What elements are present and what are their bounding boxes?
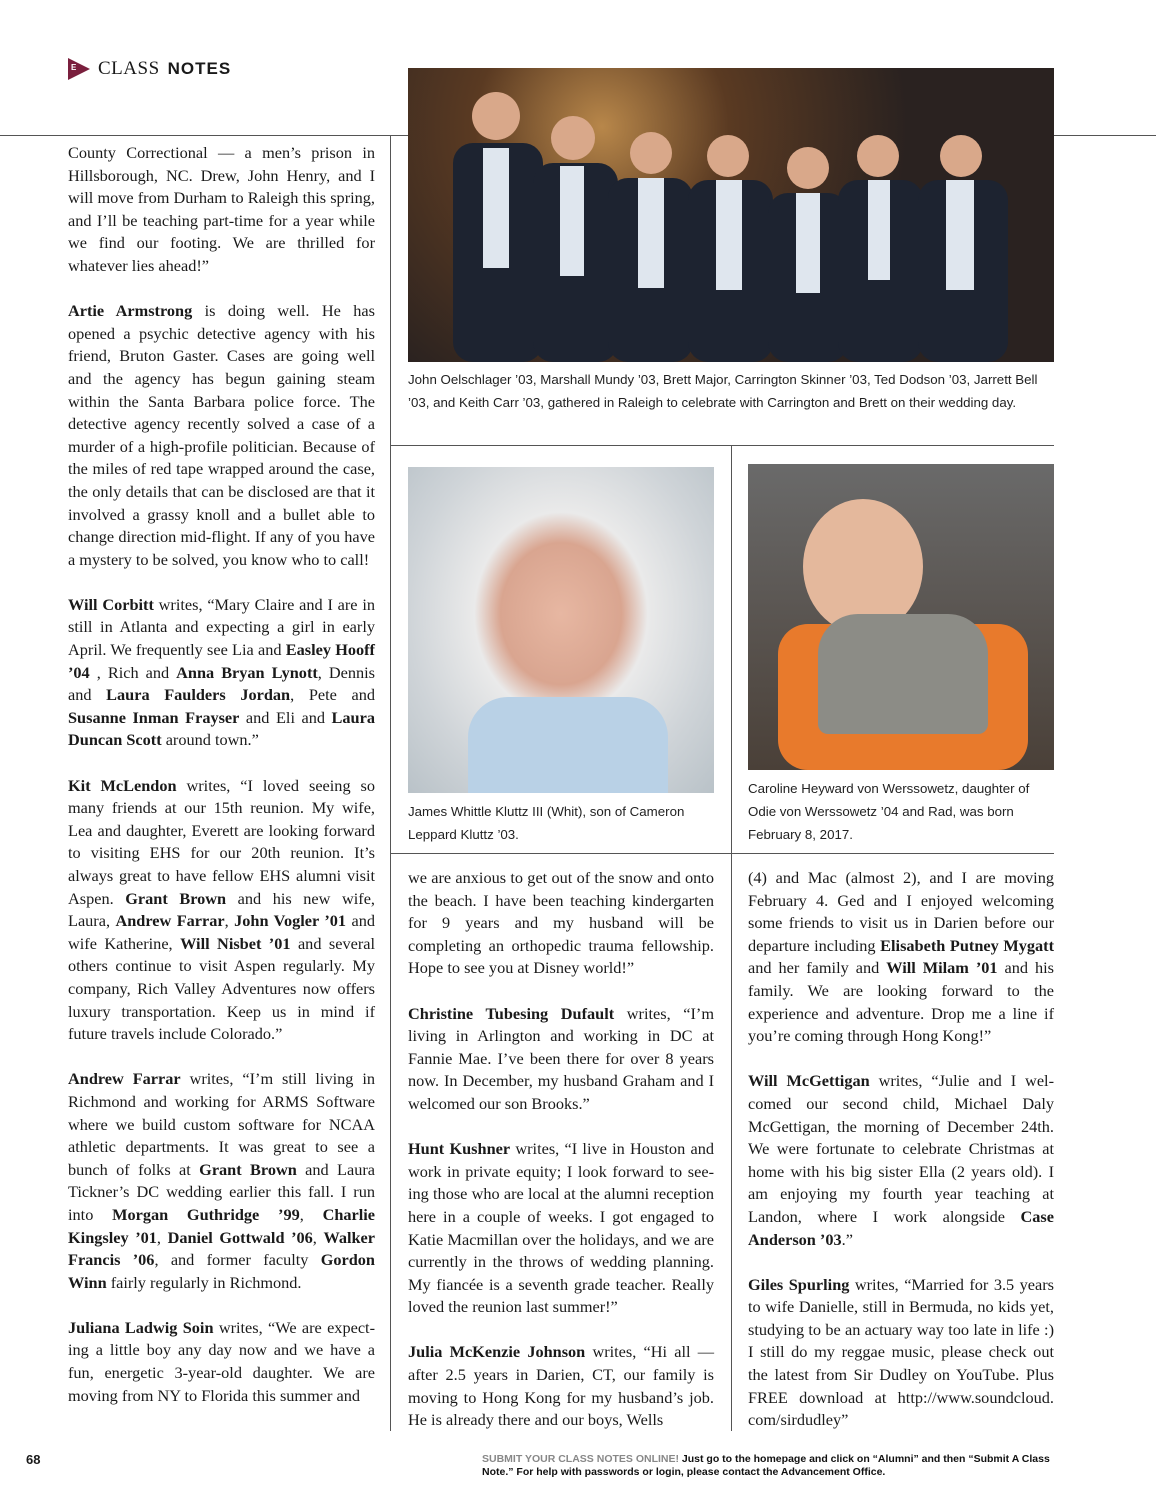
- alumni-name: Will Corbitt: [68, 594, 154, 614]
- baby-photo: [748, 464, 1054, 770]
- class-note-entry: [68, 300, 375, 571]
- section-title-light: CLASS: [98, 58, 160, 79]
- note-text: writes, “I’m still living in Richmond and working for ARMS Software where we build custom software for NCAA athletic departments. It was great to see a bunch of folks at: [68, 1069, 376, 1179]
- alumni-name: Juliana Ladwig Soin: [68, 1317, 214, 1337]
- note-text: is doing well. He has opened a psychic detective agency with his friend, Bruton Gaster. Cases are going well and the agency has begun gaining steam within the Santa Barbara police force. The detective agency recently solved a case of a murder of a high-profile politician. Because of the miles of red tape wrapped around the case, the only details that can be disclosed are that it involved a grassy knoll and a bullet able to change direction mid-flight. If any of you have a mystery to be solved, you know who to call!: [68, 301, 375, 569]
- class-notes-column-left: [68, 142, 375, 1430]
- note-text: and her family and: [748, 958, 887, 978]
- group-figures-illustration: [408, 68, 1054, 362]
- note-text: , Dennis and: [68, 662, 376, 705]
- divider: [0, 135, 408, 136]
- alumni-name: Christine Tubesing Dufault: [408, 1003, 615, 1023]
- class-notes-column-middle: [408, 867, 714, 1454]
- note-text: writes, “I’m living in Arlington and working in DC at Fannie Mae. I’ve been there for over 8 years now. In December, my husband Graham and I welcomed our son Brooks.”: [408, 1003, 714, 1113]
- footer-lead: SUBMIT YOUR CLASS NOTES ONLINE!: [482, 1453, 679, 1465]
- note-text: writes, “Mary Claire and I are in still in Atlanta and expecting a girl in early April. We frequently see Lia and: [68, 594, 375, 660]
- alumni-name: Grant Brown: [199, 1159, 297, 1179]
- note-text: and his family. We are looking forward to the experience and adventure. Drop me a line if you’re coming through Hong Kong!”: [748, 958, 1054, 1046]
- note-text: writes, “I loved seeing so many friends at our 15th reunion. My wife, Lea and daughter, Everett are looking forward to visiting EHS for our 20th reunion. It’s always great to have fellow EHS alumni visit Aspen.: [68, 775, 375, 908]
- class-notes-column-right: [748, 867, 1054, 1454]
- newborn-photo-caption: James Whittle Kluttz III (Whit), son of Cameron Leppard Kluttz ’03.: [408, 804, 685, 842]
- alumni-name: Elisabeth Putney Mygatt: [880, 935, 1054, 955]
- baby-photo-caption: Caroline Heyward von Werssowetz, daughter of Odie von Werssowetz ’04 and Rad, was born February 8, 2017.: [748, 781, 1030, 842]
- alumni-name: Will McGettigan: [748, 1071, 870, 1091]
- note-text: , and former faculty: [154, 1250, 321, 1270]
- class-note-entry: [408, 1138, 714, 1319]
- section-title-bold: NOTES: [167, 59, 232, 78]
- alumni-name: Gordon Winn: [68, 1250, 375, 1292]
- alumni-name: Laura Faulders Jordan: [106, 685, 291, 705]
- alumni-name: Andrew Farrar: [68, 1069, 181, 1089]
- alumni-name: Kit McLendon: [68, 775, 177, 795]
- alumni-name: Anna Bryan Lynott: [176, 662, 318, 682]
- newborn-photo: [408, 467, 714, 793]
- note-text: .”: [841, 1229, 853, 1249]
- note-text: around town.”: [161, 730, 259, 750]
- group-wedding-photo: [408, 68, 1054, 362]
- alumni-name: Grant Brown: [125, 888, 227, 908]
- note-text: and wife Katherine,: [68, 911, 376, 953]
- class-note-entry: [68, 594, 375, 752]
- note-text: (4) and Mac (almost 2), and I are moving February 4. Ged and I enjoyed welcoming some friends to visit us in Darien before our departure including: [748, 868, 1054, 955]
- alumni-name: Giles Spurling: [748, 1274, 850, 1294]
- group-photo-caption: John Oelschlager ’03, Marshall Mundy ’03, Brett Major, Carrington Skinner ’03, Ted Dodson ’03, Jarrett Bell ’03, and Keith Carr ’03, gathered in Raleigh to celebrate with Carrington and Brett on their wedding day.: [408, 372, 1038, 410]
- note-text: and Laura Tickner’s DC wedding earlier this fall. I run into: [68, 1159, 375, 1224]
- alumni-name: Hunt Kushner: [408, 1139, 511, 1159]
- alumni-name: Andrew Farrar: [115, 911, 225, 931]
- footer-text: Just go to the homepage and click on “Alumni” and then “Submit A Class Note.” For help with passwords or login, please contact the Advancement Office.: [482, 1453, 1050, 1478]
- alumni-name: Laura Duncan Scott: [68, 707, 375, 750]
- class-note-entry: [408, 867, 714, 980]
- class-note-entry: [748, 867, 1054, 1048]
- note-text: fairly regularly in Richmond.: [106, 1272, 302, 1292]
- note-text: writes, “Hi all — after 2.5 years in Darien, CT, our family is moving to Hong Kong for my husband’s job. He is already there and our boys, Wells: [408, 1342, 715, 1430]
- page-number: 68: [26, 1452, 41, 1467]
- divider: [390, 445, 1054, 446]
- note-text: we are anxious to get out of the snow and onto the beach. I have been teaching kindergarten for 9 years and my husband will be completing an orthopedic trauma fellowship. Hope to see you at Disney world!”: [408, 868, 714, 978]
- class-note-entry: [748, 1070, 1054, 1251]
- alumni-name: John Vogler ’01: [234, 911, 347, 931]
- pennant-logo-icon: E: [68, 58, 90, 80]
- alumni-name: Easley Hooff ’04: [68, 640, 375, 682]
- class-note-entry: [68, 1317, 375, 1407]
- alumni-name: Will Nisbet ’01: [180, 933, 291, 953]
- note-text: , Pete and: [290, 685, 376, 705]
- note-text: and Eli and: [239, 707, 332, 727]
- alumni-name: Charlie Kingsley ’01: [68, 1204, 376, 1247]
- class-note-entry: [68, 142, 375, 278]
- note-text: ,: [156, 1227, 168, 1247]
- note-text: and his new wife, Laura,: [68, 888, 375, 931]
- class-note-entry: [408, 1003, 714, 1116]
- alumni-name: Julia McKenzie Johnson: [408, 1342, 586, 1362]
- note-text: ,: [312, 1227, 324, 1247]
- column-divider: [390, 135, 391, 1431]
- note-text: ,: [224, 911, 235, 931]
- class-note-entry: [408, 1341, 714, 1431]
- note-text: County Correctional — a men’s prison in Hillsborough, NC. Drew, John Henry, and I will move from Durham to Raleigh this spring, and I’ll be teaching part-time for a year while we find our footing. We are thrilled for whatever lies ahead!”: [68, 143, 375, 275]
- alumni-name: Daniel Gottwald ’06: [167, 1227, 313, 1247]
- divider: [1054, 135, 1156, 136]
- note-text: writes, “Julie and I welcomed our second child, Michael Daly McGettigan, the morning of December 24th. We were fortunate to celebrate Christmas at home with his big sister Ella (2 years old). I am enjoying my fourth year teaching at Landon, where I work alongside: [748, 1071, 1054, 1226]
- alumni-name: Artie Armstrong: [68, 301, 193, 321]
- note-text: and several others continue to visit Aspen regularly. My company, Rich Valley Adventures now offers luxury transportation. Keep us in mind if future travels include Colorado.”: [68, 933, 375, 1044]
- note-text: writes, “Married for 3.5 years to wife Danielle, still in Bermuda, no kids yet, studying to be an actuary way too late in life :) I still do my reggae music, please check out the latest from Sir Dudley on YouTube. Plus FREE download at http://www.soundcloud. com/sirdudley”: [748, 1274, 1054, 1430]
- grey-shirt: [818, 614, 988, 734]
- submit-notes-footer: [482, 1453, 1062, 1479]
- note-text: writes, “I live in Houston and work in private equity; I look forward to seeing those who are local at the alumni reception here in a couple of weeks. I got engaged to Katie Macmillan over the holidays, and we are currently in the throws of wedding planning. My fiancée is a seventh grade teacher. Really loved the reunion last summer!”: [408, 1139, 714, 1317]
- alumni-name: Case Anderson ’03: [748, 1206, 1054, 1249]
- note-text: writes, “We are expecting a little boy any day now and we have a fun, energetic 3-year-old daughter. We are moving from NY to Florida this summer and: [68, 1317, 375, 1405]
- column-divider: [731, 445, 732, 1431]
- blue-blanket: [468, 697, 668, 793]
- section-header: [68, 58, 231, 80]
- class-note-entry: [68, 1068, 375, 1294]
- alumni-name: Susanne Inman Frayser: [68, 707, 240, 727]
- note-text: ,: [299, 1204, 323, 1224]
- alumni-name: Will Milam ’01: [886, 958, 998, 978]
- alumni-name: Morgan Guthridge ’99: [112, 1204, 300, 1224]
- alumni-name: Walker Francis ’06: [68, 1227, 376, 1270]
- divider: [390, 853, 1054, 854]
- class-note-entry: [748, 1274, 1054, 1432]
- note-text: , Rich and: [89, 662, 177, 682]
- class-note-entry: [68, 775, 375, 1046]
